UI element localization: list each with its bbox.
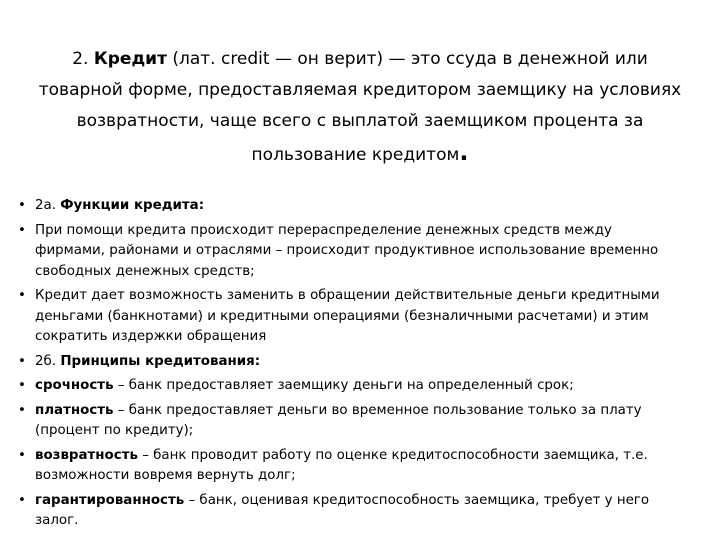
item-term: платность (35, 402, 114, 418)
title-number: 2. (72, 49, 89, 69)
bullet-list (18, 196, 678, 536)
title-end-dot: . (459, 138, 469, 166)
item-prefix: 2б. (35, 353, 57, 369)
bullet-icon: • (18, 222, 26, 238)
list-item (18, 352, 678, 373)
item-term: Принципы кредитования: (60, 353, 261, 369)
bullet-icon: • (18, 288, 26, 303)
title-text: (лат. credit — он верит) — это ссуда в денежной или товарной форме, предоставляемая кредитором заемщику на условиях возвратности, чаще всего с выплатой заемщиком процента за пользование кредитом (38, 49, 682, 165)
item-text: Кредит дает возможность заменить в обращении действительные деньги кредитными деньгами (банкнотами) и кредитными операциями (безналичными расчетами) и этим сократить издержки обращения (35, 288, 660, 344)
title-term: Кредит (93, 49, 167, 69)
item-term: Функции кредита: (60, 198, 205, 213)
list-item (18, 401, 678, 442)
list-item (18, 491, 678, 532)
item-term: срочность (35, 378, 114, 393)
item-text: – банк предоставляет заемщику деньги на определенный срок; (117, 378, 574, 393)
item-term: возвратность (35, 447, 138, 463)
bullet-icon: • (18, 353, 26, 369)
item-text: При помощи кредита происходит перераспределение денежных средств между фирмами, районами и отраслями – происходит продуктивное использование временно свободных денежных средств; (35, 222, 659, 279)
list-item (18, 446, 678, 487)
item-prefix: 2а. (35, 198, 56, 213)
bullet-icon: • (18, 402, 26, 418)
bullet-icon: • (18, 198, 26, 213)
bullet-icon: • (18, 378, 26, 393)
item-term: гарантированность (35, 492, 185, 508)
list-item (18, 376, 678, 397)
bullet-icon: • (18, 492, 26, 508)
item-text: – банк предоставляет деньги во временное пользование только за плату (процент по кредиту); (35, 402, 642, 438)
item-text: – банк, оценивая кредитоспособность заемщика, требует у него залог. (35, 492, 650, 528)
list-item (18, 196, 678, 217)
list-item (18, 221, 678, 283)
list-item (18, 286, 678, 348)
bullet-icon: • (18, 447, 26, 463)
item-text: – банк проводит работу по оценке кредитоспособности заемщика, т.е. возможности вовремя вернуть долг; (35, 447, 648, 483)
slide-title (30, 44, 690, 171)
